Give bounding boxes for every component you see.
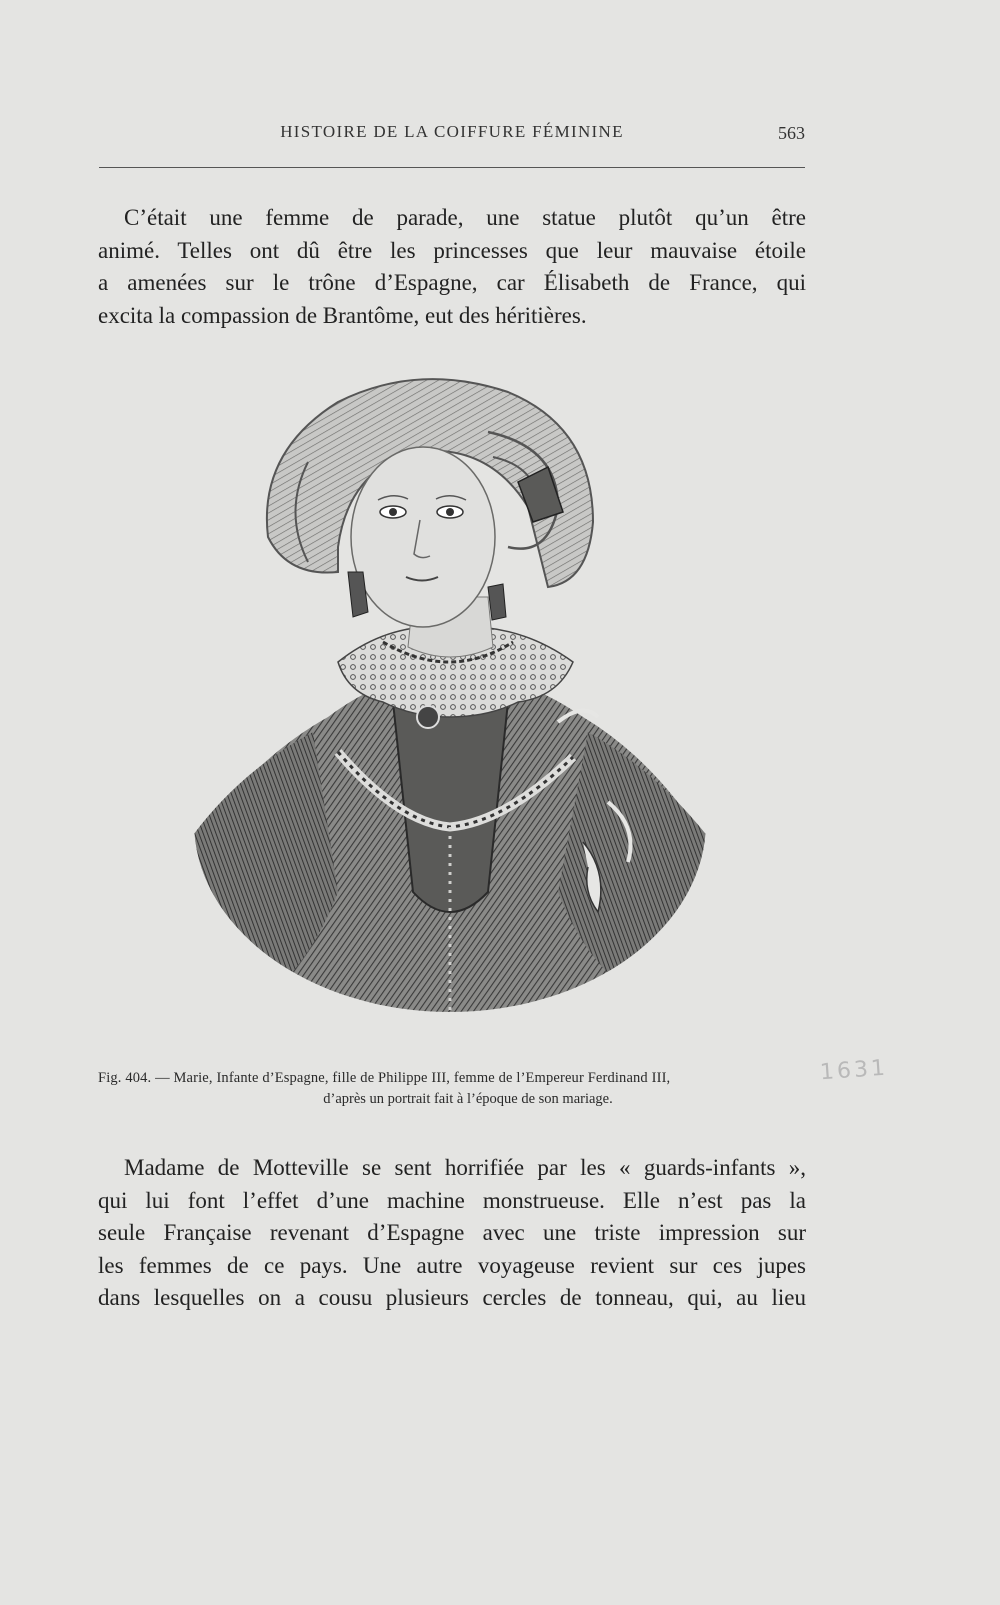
text-line: C’était une femme de parade, une statue plutôt qu’un être	[124, 205, 806, 230]
text-line: excita la compassion de Brantôme, eut des héritières.	[98, 302, 587, 328]
handwritten-margin-note: 1631	[819, 1055, 889, 1086]
caption-line: Fig. 404. — Marie, Infante d’Espagne, fille de Philippe III, femme de l’Empereur Ferdinand III,	[98, 1070, 671, 1086]
text-line: dans lesquelles on a cousu plusieurs cercles de tonneau, qui, au lieu	[98, 1285, 806, 1310]
running-title: HISTOIRE DE LA COIFFURE FÉMININE	[280, 122, 624, 141]
figure-caption	[98, 1068, 808, 1110]
text-line: a amenées sur le trône d’Espagne, car Élisabeth de France, qui	[98, 270, 806, 295]
caption-line: d’après un portrait fait à l’époque de son mariage.	[323, 1091, 613, 1107]
page-number: 563	[778, 123, 805, 143]
text-line: seule Française revenant d’Espagne avec une triste impression sur	[98, 1220, 806, 1245]
header-rule	[99, 167, 805, 168]
running-head	[99, 122, 805, 148]
paragraph-2	[98, 1152, 806, 1315]
text-line: les femmes de ce pays. Une autre voyageuse revient sur ces jupes	[98, 1252, 806, 1278]
text-line: Madame de Motteville se sent horrifiée par les « guards-infants »,	[124, 1155, 806, 1180]
text-line: animé. Telles ont dû être les princesses que leur mauvaise étoile	[98, 237, 806, 263]
paragraph-1	[98, 202, 806, 332]
portrait-engraving	[188, 372, 712, 1042]
text-line: qui lui font l’effet d’une machine monstrueuse. Elle n’est pas la	[98, 1187, 806, 1213]
